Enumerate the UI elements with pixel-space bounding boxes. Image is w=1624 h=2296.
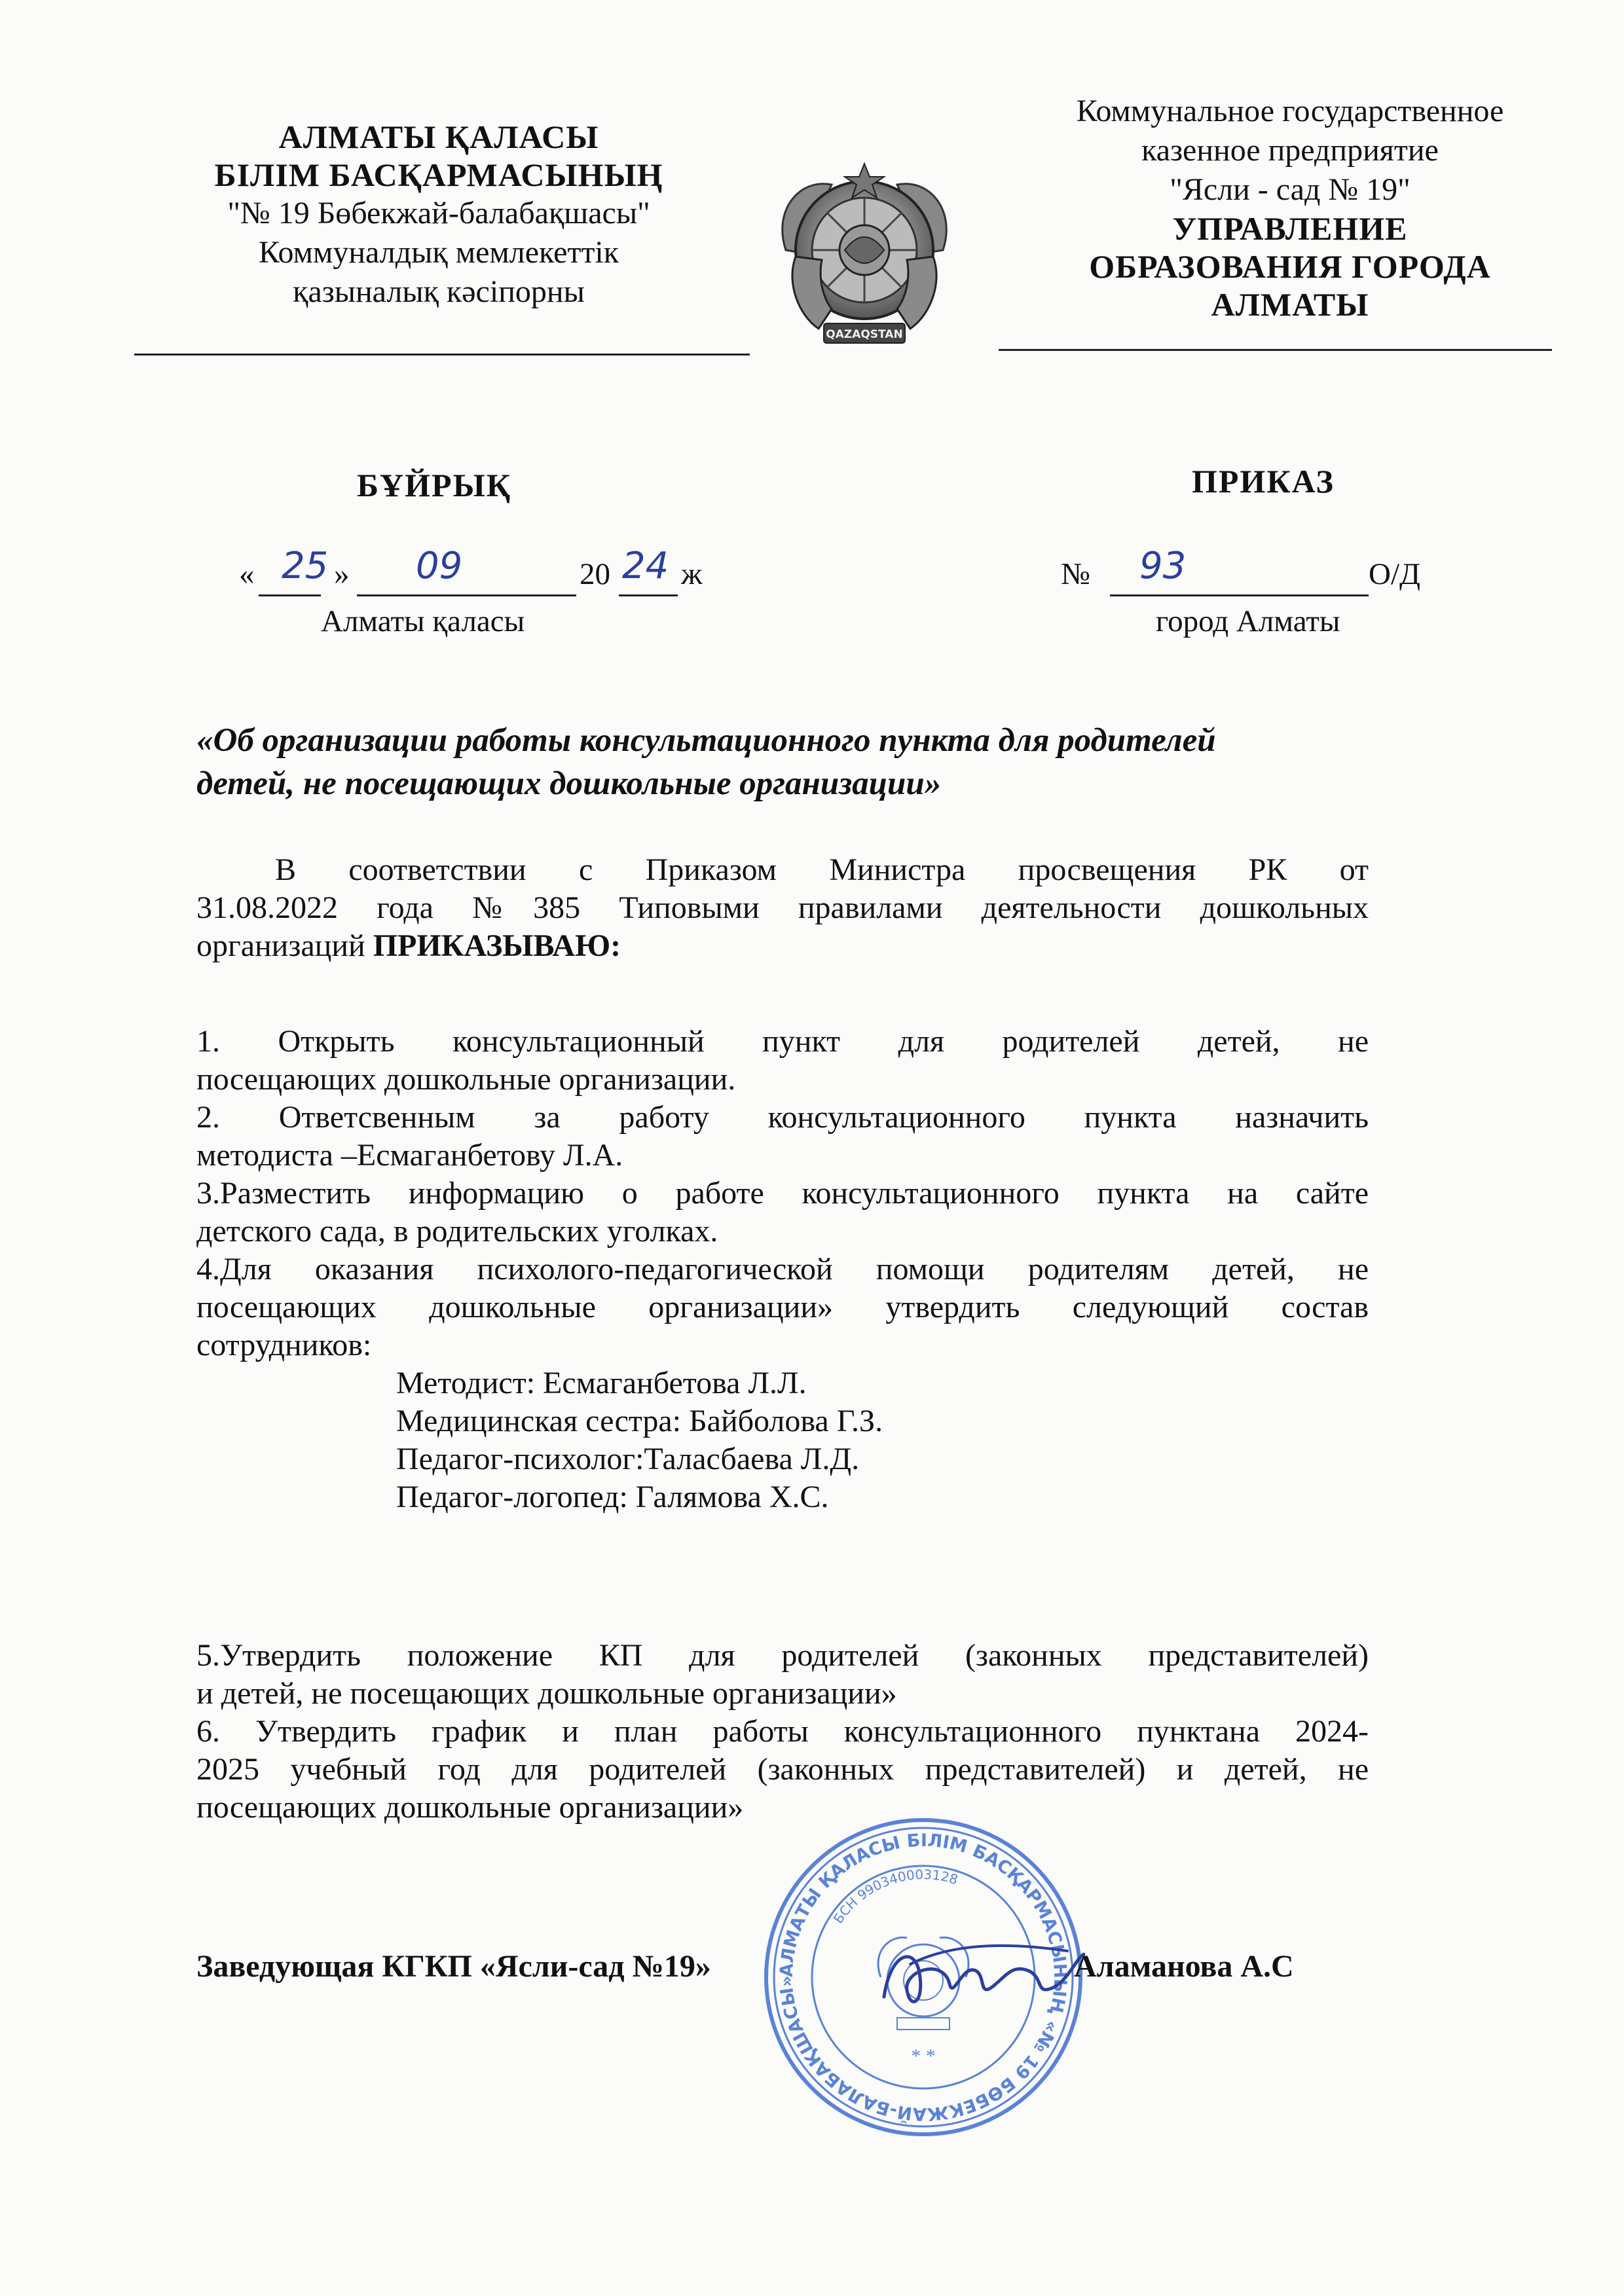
- staff-item: Методист: Есмаганбетова Л.Л.: [396, 1366, 807, 1400]
- item-2-line2: методиста –Есмаганбетову Л.А.: [196, 1138, 623, 1173]
- staff-item: Медицинская сестра: Байболова Г.З.: [396, 1404, 883, 1438]
- header-ru-rule: [999, 349, 1552, 351]
- number-sign: №: [1061, 557, 1090, 591]
- order-items-cont: [196, 1637, 1369, 1827]
- signatory-position: Заведующая КГКП «Ясли-сад №19»: [196, 1949, 711, 1984]
- document-title-line1: «Об организации работы консультационного пункта для родителей: [196, 722, 1216, 759]
- document-title: [196, 719, 1369, 805]
- item-6-line2: 2025 учебный год для родителей (законных представителей) и детей, не: [196, 1752, 1369, 1787]
- item-1-line2: посещающих дошкольные организации.: [196, 1062, 736, 1097]
- svg-text:* *: * *: [911, 2045, 936, 2067]
- item-6-line3: посещающих дошкольные организации»: [196, 1790, 744, 1825]
- header-kz: [131, 118, 747, 312]
- kz-city: Алматы қаласы: [321, 604, 525, 638]
- document-title-line2: детей, не посещающих дошкольные организации»: [196, 765, 942, 802]
- header-ru: [989, 92, 1591, 323]
- date-close-quote: »: [334, 557, 350, 591]
- header-ru-line4: УПРАВЛЕНИЕ: [1172, 210, 1408, 247]
- signatory-name: Аламанова А.С: [1074, 1949, 1294, 1984]
- header-ru-line5: ОБРАЗОВАНИЯ ГОРОДА: [1089, 248, 1491, 285]
- header-kz-line5: қазыналық кәсіпорны: [293, 274, 585, 309]
- header-kz-line2: БІЛІМ БАСҚАРМАСЫНЫҢ: [214, 156, 663, 193]
- intro-line2: 31.08.2022 года №385 Типовыми правилами деятельности дошкольных: [196, 890, 1369, 925]
- item-3-line2: детского сада, в родительских уголках.: [196, 1214, 718, 1248]
- item-6-line1: 6. Утвердить график и план работы консультационного пунктана 2024-: [196, 1714, 1369, 1749]
- item-4-line1: 4.Для оказания психолого-педагогической помощи родителям детей, не: [196, 1252, 1369, 1286]
- intro-line1: В соответствии с Приказом Министра просвещения РК от: [275, 852, 1369, 887]
- header-ru-line1: Коммунальное государственное: [1076, 94, 1504, 128]
- intro-paragraph: [196, 851, 1369, 965]
- date-year-prefix: 20: [580, 557, 610, 591]
- handwritten-signature: [871, 1925, 1087, 2023]
- state-emblem-icon: [760, 152, 969, 361]
- header-kz-line1: АЛМАТЫ ҚАЛАСЫ: [278, 118, 599, 155]
- number-suffix: О/Д: [1369, 557, 1421, 591]
- order-date: [239, 545, 724, 602]
- intro-line3: организаций: [196, 928, 373, 963]
- order-items: [196, 1023, 1369, 1516]
- header-kz-line3: "№ 19 Бөбекжай-балабақшасы": [227, 196, 650, 230]
- svg-text:БСН 990340003128: [830, 1867, 960, 1927]
- header-kz-line4: Коммуналдық мемлекеттік: [258, 235, 619, 270]
- item-2-line1: 2. Ответсвенным за работу консультационного пункта назначить: [196, 1100, 1369, 1135]
- header-ru-line6: АЛМАТЫ: [1211, 286, 1369, 323]
- date-open-quote: «: [239, 557, 255, 591]
- item-5-line1: 5.Утвердить положение КП для родителей (законных представителей): [196, 1638, 1369, 1673]
- date-year-end: ж: [681, 557, 703, 591]
- order-title-kz: БҰЙРЫҚ: [357, 467, 511, 503]
- order-number: [1061, 545, 1454, 602]
- staff-item: Педагог-логопед: Галямова Х.С.: [396, 1480, 829, 1514]
- staff-item: Педагог-психолог:Таласбаева Л.Д.: [396, 1442, 860, 1476]
- item-4-line2: посещающих дошкольные организации» утвердить следующий состав: [196, 1290, 1369, 1324]
- header-ru-line2: казенное предприятие: [1141, 133, 1439, 168]
- stamp-bin: БСН 990340003128: [830, 1866, 960, 1927]
- header-kz-rule: [134, 354, 750, 355]
- header-ru-line3: "Ясли - сад № 19": [1170, 172, 1411, 207]
- date-day: 25: [282, 545, 329, 587]
- order-title-ru: ПРИКАЗ: [1192, 463, 1335, 500]
- intro-directive: ПРИКАЗЫВАЮ:: [373, 928, 621, 963]
- number-value: 93: [1139, 545, 1187, 587]
- emblem-ribbon-text: QAZAQSTAN: [826, 328, 903, 341]
- item-5-line2: и детей, не посещающих дошкольные организации»: [196, 1676, 897, 1711]
- item-3-line1: 3.Разместить информацию о работе консультационного пункта на сайте: [196, 1176, 1369, 1211]
- item-1-line1: 1. Открыть консультационный пункт для родителей детей, не: [196, 1024, 1369, 1059]
- date-year-suffix: 24: [622, 545, 669, 587]
- item-4-line3: сотрудников:: [196, 1328, 372, 1362]
- ru-city: город Алматы: [1156, 604, 1340, 638]
- date-month: 09: [416, 545, 463, 587]
- stamp-outer-text: АЛМАТЫ ҚАЛАСЫ БІЛІМ БАСҚАРМАСЫНЫҢ «№ 19 БӨБЕКЖАЙ-БАЛАБАҚШАСЫ»: [776, 1830, 1071, 2124]
